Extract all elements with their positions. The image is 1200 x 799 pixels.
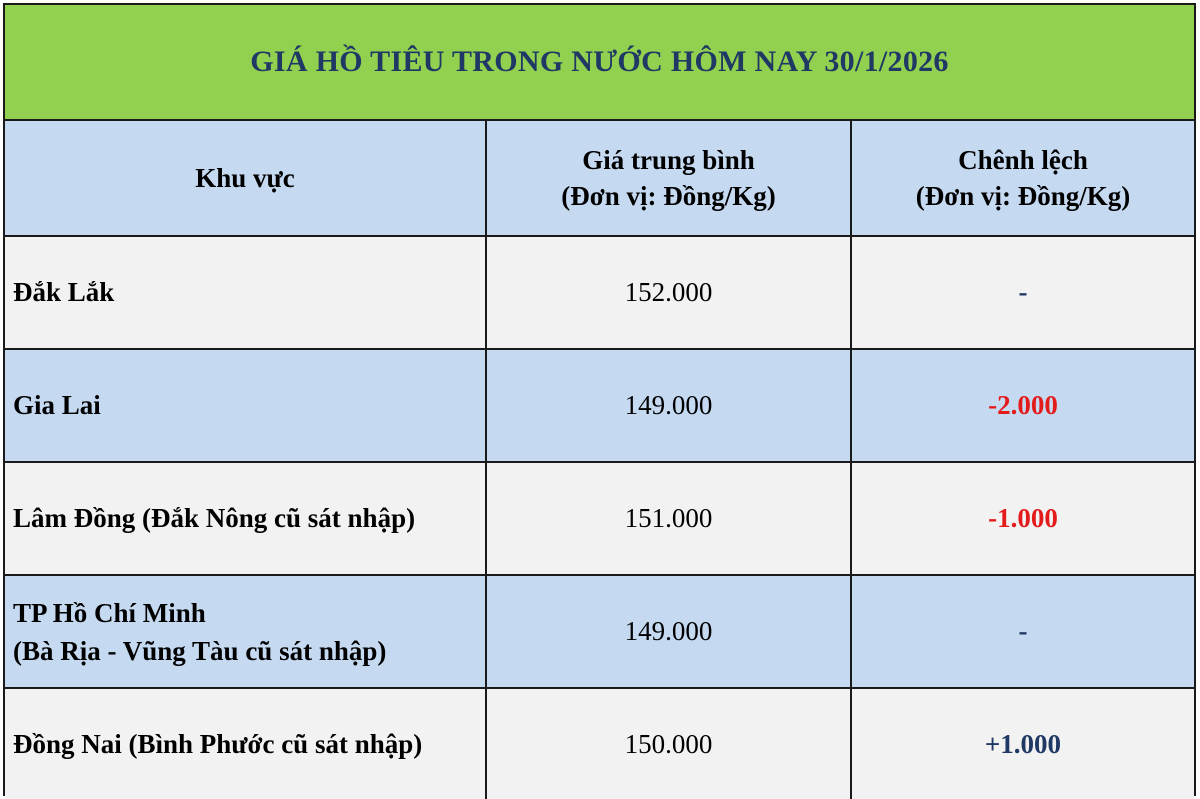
change-value: -2.000 [988, 390, 1058, 420]
change-value: - [1018, 277, 1028, 307]
region-name: TP Hồ Chí Minh [13, 597, 206, 628]
change-value: +1.000 [984, 728, 1062, 759]
header-avg-price [487, 121, 852, 235]
header-avg-price-label: Giá trung bình [582, 145, 755, 175]
header-region-label: Khu vực [195, 163, 295, 193]
region-cell [5, 576, 487, 687]
change-cell [852, 350, 1194, 461]
change-cell [852, 576, 1194, 687]
price-value: 150.000 [624, 728, 713, 759]
price-value: 151.000 [624, 503, 713, 533]
header-change-unit: (Đơn vị: Đồng/Kg) [915, 181, 1131, 211]
change-value: - [1018, 616, 1028, 646]
region-cell [5, 689, 487, 799]
price-value: 149.000 [624, 390, 713, 420]
price-cell [487, 237, 852, 348]
table-body [5, 121, 1194, 799]
header-region [5, 121, 487, 235]
header-avg-price-unit: (Đơn vị: Đồng/Kg) [561, 181, 776, 211]
price-value: 152.000 [624, 277, 713, 307]
table-row [5, 689, 1194, 799]
region-cell [5, 463, 487, 574]
price-cell [487, 350, 852, 461]
header-change [852, 121, 1194, 235]
price-cell [487, 689, 852, 799]
table-header-row [5, 121, 1194, 237]
region-cell [5, 237, 487, 348]
change-cell [852, 689, 1194, 799]
region-name: Đắk Lắk [13, 277, 115, 307]
price-table [3, 3, 1196, 796]
price-cell [487, 576, 852, 687]
region-name: Lâm Đồng (Đắk Nông cũ sát nhập) [13, 503, 416, 533]
table-row [5, 463, 1194, 576]
table-row [5, 237, 1194, 350]
region-name: Đồng Nai (Bình Phước cũ sát nhập) [13, 728, 423, 759]
table-title: GIÁ HỒ TIÊU TRONG NƯỚC HÔM NAY 30/1/2026 [250, 45, 949, 78]
price-value: 149.000 [624, 616, 713, 646]
table-row [5, 350, 1194, 463]
region-name: Gia Lai [13, 390, 101, 420]
table-title-bar [5, 5, 1194, 121]
region-note: (Bà Rịa - Vũng Tàu cũ sát nhập) [13, 635, 387, 666]
change-cell [852, 463, 1194, 574]
table-row [5, 576, 1194, 689]
region-cell [5, 350, 487, 461]
change-value: -1.000 [988, 503, 1058, 533]
change-cell [852, 237, 1194, 348]
header-change-label: Chênh lệch [958, 145, 1088, 175]
price-cell [487, 463, 852, 574]
